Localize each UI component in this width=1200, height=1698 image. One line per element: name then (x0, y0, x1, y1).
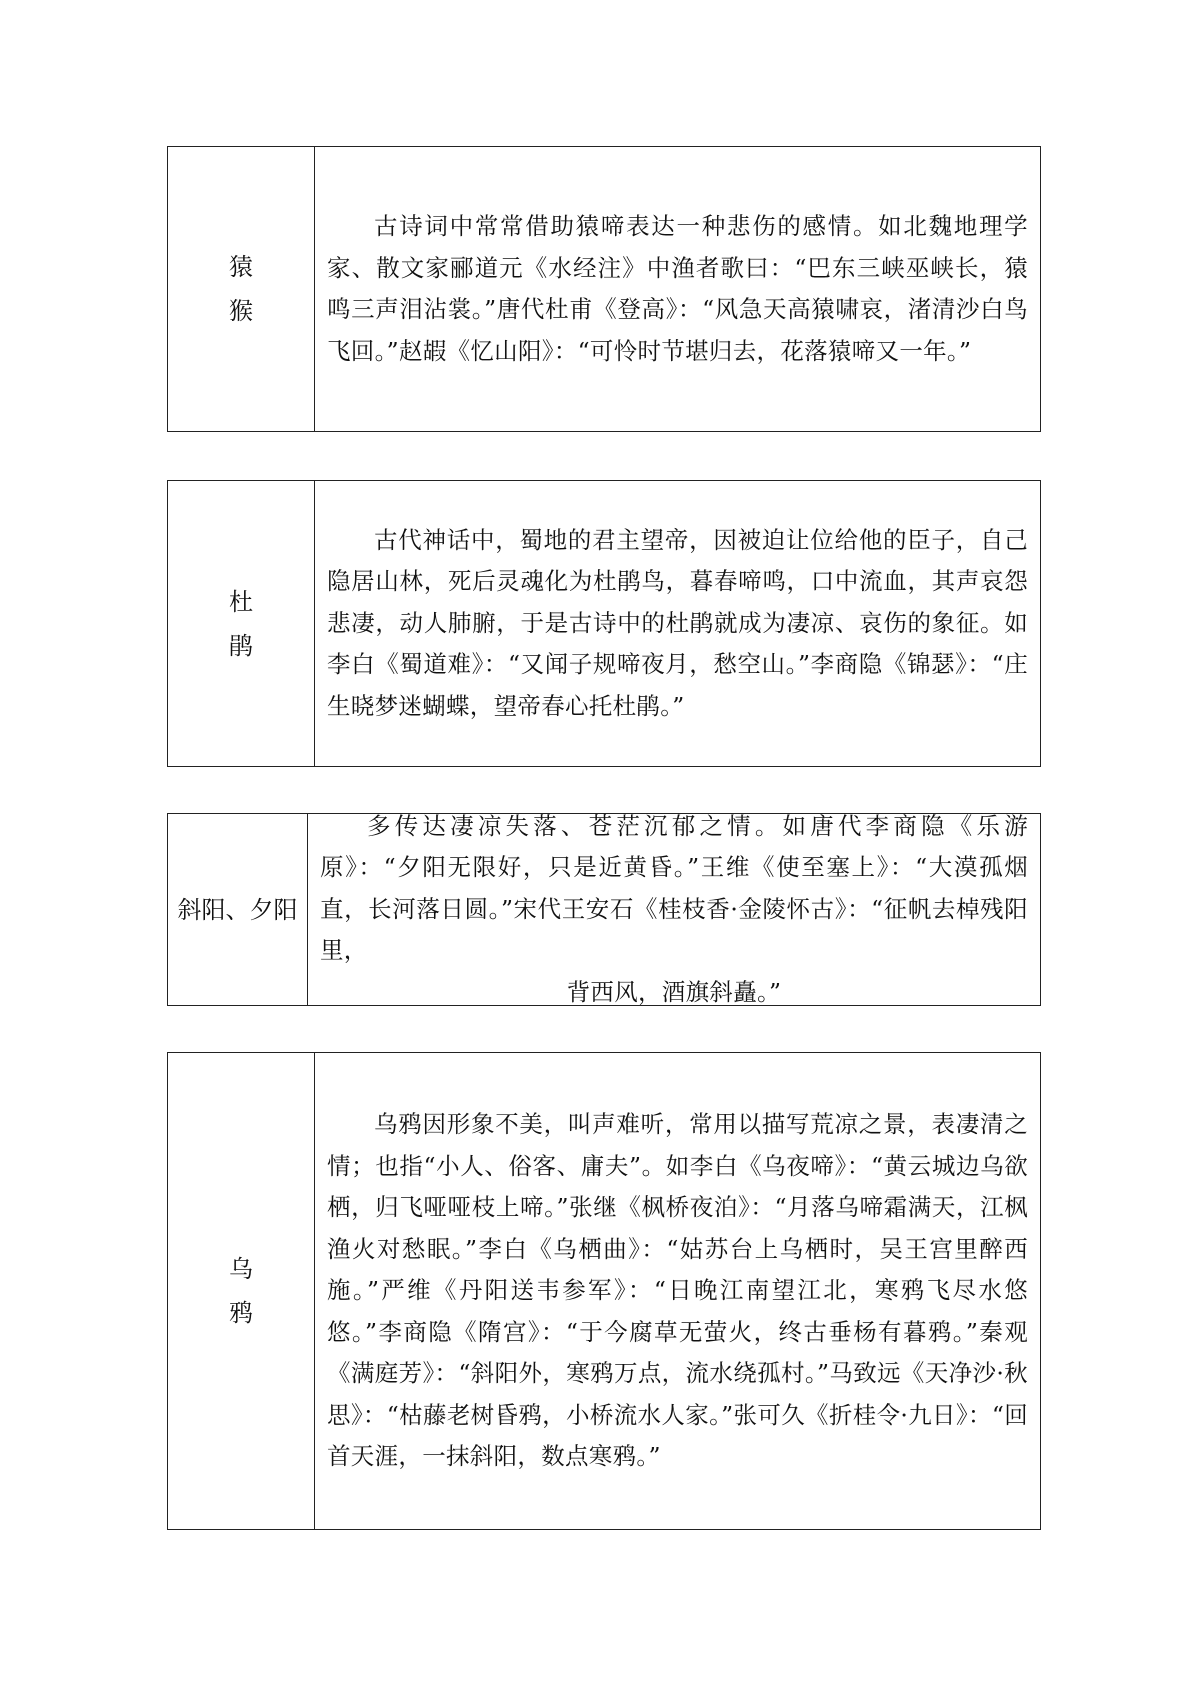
term-label: 杜鹃 (229, 587, 253, 660)
description-cell (308, 811, 1040, 1006)
description-cell (315, 481, 1040, 766)
term-label: 乌鸦 (229, 1255, 253, 1327)
entry-wuya (167, 1052, 1041, 1530)
term-label: 斜阳、夕阳 (177, 895, 298, 924)
term-cell (168, 814, 308, 1005)
description-tail: 背西风，酒旗斜矗。” (566, 977, 782, 1006)
description-main: 多传达凄凉失落、苍茫沉郁之情。如唐代李商隐《乐游原》：“夕阳无限好，只是近黄昏。”王维《使至塞上》：“大漠孤烟直，长河落日圆。”宋代王安石《桂枝香·金陵怀古》：“征帆去棹残阳里， (320, 811, 1028, 965)
entry-xieyang (167, 813, 1041, 1006)
entry-dujuan (167, 480, 1041, 767)
term-cell (168, 481, 315, 766)
description-cell (315, 1053, 1040, 1529)
description-text (320, 806, 1028, 1014)
description-text: 古诗词中常常借助猿啼表达一种悲伤的感情。如北魏地理学家、散文家郦道元《水经注》中渔者歌曰：“巴东三峡巫峡长，猿鸣三声泪沾裳。”唐代杜甫《登高》：“风急天高猿啸哀，渚清沙白鸟飞回。”赵嘏《忆山阳》：“可怜时节堪归去，花落猿啼又一年。” (327, 212, 1028, 365)
description-text: 古代神话中，蜀地的君主望帝，因被迫让位给他的臣子，自己隐居山林，死后灵魂化为杜鹃鸟，暮春啼鸣，口中流血，其声哀怨悲凄，动人肺腑，于是古诗中的杜鹃就成为凄凉、哀伤的象征。如李白《蜀道难》：“又闻子规啼夜月，愁空山。”李商隐《锦瑟》：“庄生晓梦迷蝴蝶，望帝春心托杜鹃。” (327, 525, 1028, 720)
description-text: 乌鸦因形象不美，叫声难听，常用以描写荒凉之景，表凄清之情；也指“小人、俗客、庸夫”。如李白《乌夜啼》：“黄云城边乌欲栖，归飞哑哑枝上啼。”张继《枫桥夜泊》：“月落乌啼霜满天，江枫渔火对愁眠。”李白《乌栖曲》：“姑苏台上乌栖时，吴王宫里醉西施。”严维《丹阳送韦参军》：“日晚江南望江北，寒鸦飞尽水悠悠。”李商隐《隋宫》：“于今腐草无萤火，终古垂杨有暮鸦。”秦观《满庭芳》：“斜阳外，寒鸦万点，流水绕孤村。”马致远《天净沙·秋思》：“枯藤老树昏鸦，小桥流水人家。”张可久《折桂令·九日》：“回首天涯，一抹斜阳，数点寒鸦。” (327, 1110, 1028, 1471)
description-cell (315, 147, 1040, 431)
term-label: 猿猴 (229, 253, 253, 325)
term-cell (168, 1053, 315, 1529)
term-cell (168, 147, 315, 431)
entry-yuanhou (167, 146, 1041, 432)
